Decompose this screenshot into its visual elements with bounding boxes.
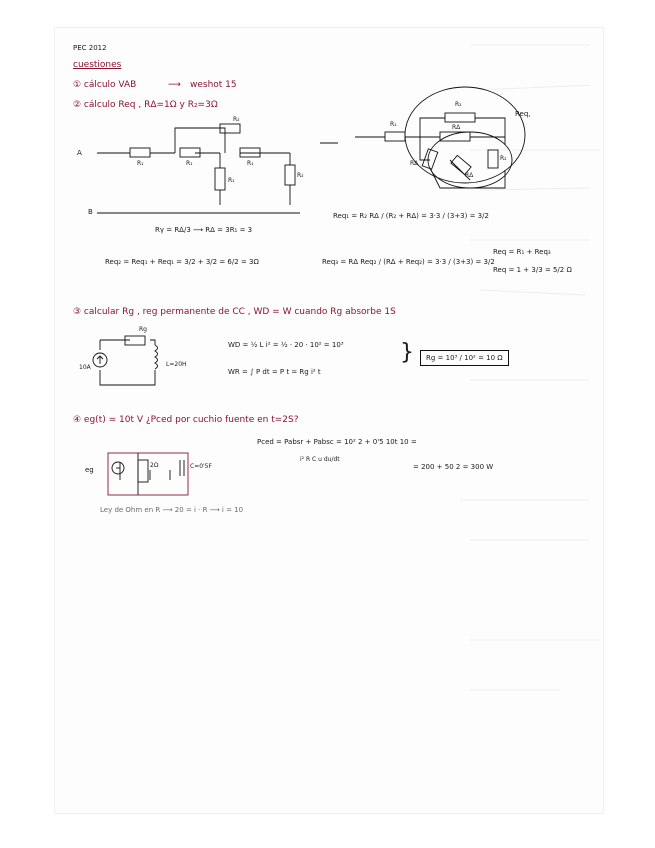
q3-label: ③ calcular Rg , reg permanente de CC , WD = W cuando Rg absorbe 1S <box>73 307 396 317</box>
label-r1c: R₁ <box>247 160 254 167</box>
label-r2-right: R₂ <box>455 101 462 108</box>
q2-label: ② cálculo Req , RΔ=1Ω y R₂=3Ω <box>73 100 218 110</box>
node-b: B <box>88 208 93 216</box>
label-r2-right2: R₂ <box>500 155 507 162</box>
req-final2: Req = 1 + 3/3 = 5/2 Ω <box>493 266 572 274</box>
req3-equation: Req₃ = RΔ Req₂ / (RΔ + Req₂) = 3·3 / (3+3) = 3/2 <box>322 258 495 266</box>
q3-rg: Rg <box>139 326 147 333</box>
wd-equation: WD = ½ L i² = ½ · 20 · 10² = 10³ <box>228 341 344 349</box>
label-r2: R₂ <box>297 172 304 179</box>
ry-equation: Rγ = RΔ/3 ⟶ RΔ = 3R₁ = 3 <box>155 226 253 234</box>
pced-subscript: i² R C u du/dt <box>300 456 340 463</box>
req-label: Req, <box>515 110 531 118</box>
label-rd-right3: RΔ <box>465 172 474 179</box>
pced-result: = 200 + 50 2 = 300 W <box>413 463 494 471</box>
rg-result: Rg = 10³ / 10² = 10 Ω <box>420 350 509 366</box>
req1-equation: Req₁ = R₂ RΔ / (R₂ + RΔ) = 3·3 / (3+3) = 3/2 <box>333 212 489 220</box>
label-rd-right2: RΔ <box>410 160 419 167</box>
label-r2top: R₂ <box>233 116 240 123</box>
label-r1d: R₁ <box>228 177 235 184</box>
label-r1b: R₁ <box>186 160 193 167</box>
q1-answer: weshot 15 <box>190 80 237 90</box>
q4-r: 2Ω <box>150 462 159 469</box>
q3-source: 10A <box>79 364 91 371</box>
ohm-law: Ley de Ohm en R ⟶ 20 = i · R ⟶ i = 10 <box>100 506 244 514</box>
q4-c: C=0'5F <box>190 463 212 470</box>
header-year: PEC 2012 <box>73 44 107 52</box>
wr-equation: WR = ∫ P dt = P t = Rg i² t <box>228 368 321 376</box>
pced-equation: Pced = Pabsr + Pabsc = 10² 2 + 0'5 10t 10 = <box>257 438 417 446</box>
req-final1: Req = R₁ + Req₃ <box>493 248 551 256</box>
q3-inductor: L=20H <box>166 361 187 368</box>
q4-label: ④ eg(t) = 10t V ¿Pced por cuchio fuente en t=2S? <box>73 415 299 425</box>
label-r1a: R₁ <box>137 160 144 167</box>
q4-source: eg <box>85 466 94 474</box>
label-r1-right: R₁ <box>390 121 397 128</box>
node-a: A <box>77 149 82 157</box>
q1-arrow: ⟶ <box>168 80 181 90</box>
brace-icon: } <box>400 340 414 365</box>
header-section: cuestiones <box>73 60 122 70</box>
q1-label: ① cálculo VAB <box>73 80 137 90</box>
label-rd-right: RΔ <box>452 124 461 131</box>
req2-equation: Req₂ = Req₁ + Req₁ = 3/2 + 3/2 = 6/2 = 3Ω <box>105 258 259 266</box>
